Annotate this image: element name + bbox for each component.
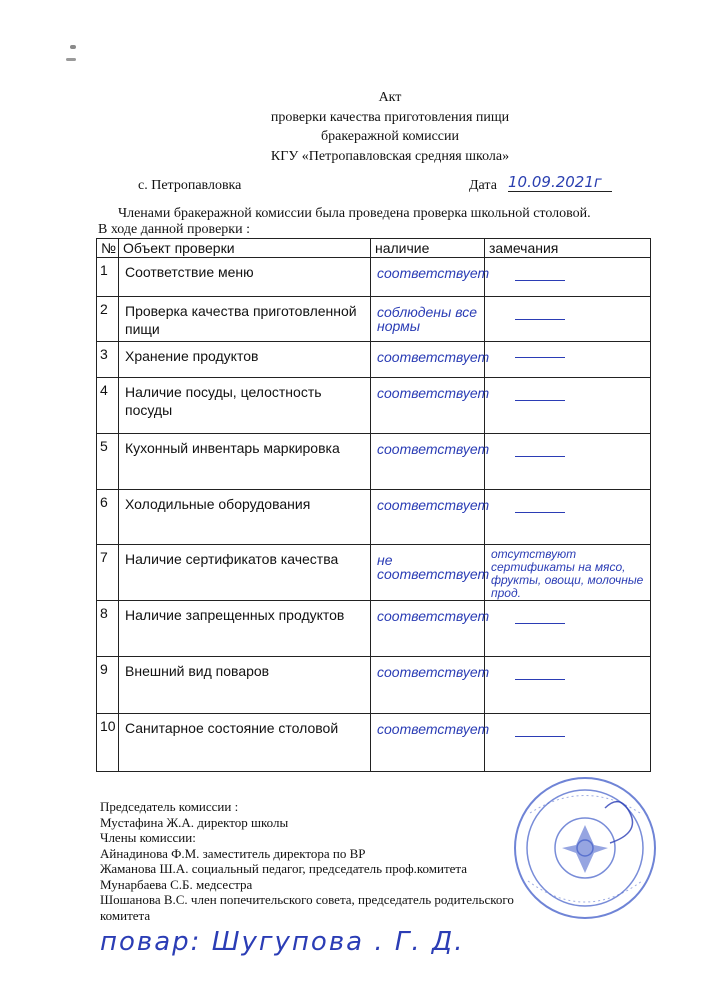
table-row — [97, 378, 651, 434]
date-label: Дата — [469, 178, 497, 193]
title-line: проверки качества приготовления пищи — [270, 109, 510, 125]
chair-label: Председатель комиссии : — [100, 799, 239, 814]
row-num: 6 — [97, 490, 119, 545]
intro-text: Членами бракеражной комиссии была проведена проверка школьной столовой. — [118, 206, 591, 221]
table-row — [97, 657, 651, 714]
intro-text-2: В ходе данной проверки : — [98, 222, 250, 237]
table-row — [97, 258, 651, 297]
row-num: 2 — [97, 297, 119, 342]
title-line: КГУ «Петропавловская средняя школа» — [270, 148, 510, 164]
dash-mark — [515, 512, 565, 513]
row-num: 7 — [97, 545, 119, 601]
row-object: Санитарное состояние столовой — [119, 714, 371, 772]
header-object: Объект проверки — [119, 239, 371, 258]
row-num: 1 — [97, 258, 119, 297]
row-object: Наличие сертификатов качества — [119, 545, 371, 601]
inspection-table — [96, 238, 651, 772]
table-header-row — [97, 239, 651, 258]
dash-mark — [515, 357, 565, 358]
row-object: Хранение продуктов — [119, 342, 371, 378]
row-remark — [485, 601, 651, 657]
row-presence: не соответствует — [371, 545, 485, 601]
row-remark: отсутствуют сертификаты на мясо, фрукты, овощи, молочные прод. — [485, 545, 651, 601]
table-row — [97, 490, 651, 545]
header-remarks: замечания — [485, 239, 651, 258]
cook-handwritten-note: повар: Шугупова . Г. Д. — [100, 927, 465, 957]
row-remark — [485, 657, 651, 714]
row-remark — [485, 490, 651, 545]
member-line: Шошанова В.С. член попечительского совета, председатель родительского — [100, 892, 514, 907]
row-num: 5 — [97, 434, 119, 490]
row-presence: соответствует — [371, 601, 485, 657]
row-object: Холодильные оборудования — [119, 490, 371, 545]
row-remark — [485, 378, 651, 434]
table-row — [97, 545, 651, 601]
table-row — [97, 342, 651, 378]
row-remark — [485, 297, 651, 342]
dash-mark — [515, 319, 565, 320]
row-object: Проверка качества приготовленной пищи — [119, 297, 371, 342]
signatures-block — [100, 799, 514, 923]
row-num: 10 — [97, 714, 119, 772]
row-num: 9 — [97, 657, 119, 714]
dash-mark — [515, 623, 565, 624]
dash-mark — [515, 280, 565, 281]
row-remark — [485, 258, 651, 297]
row-num: 8 — [97, 601, 119, 657]
document-title — [0, 88, 720, 166]
place: с. Петропавловка — [138, 178, 242, 193]
header-presence: наличие — [371, 239, 485, 258]
table-row — [97, 297, 651, 342]
row-presence: соответствует — [371, 258, 485, 297]
dash-mark — [515, 456, 565, 457]
header-num: № — [97, 239, 119, 258]
row-object: Соответствие меню — [119, 258, 371, 297]
row-object: Наличие запрещенных продуктов — [119, 601, 371, 657]
row-num: 3 — [97, 342, 119, 378]
member-line: Мунарбаева С.Б. медсестра — [100, 876, 253, 892]
chair-name: Мустафина Ж.А. директор школы — [100, 814, 289, 830]
member-line: комитета — [100, 907, 151, 923]
row-presence: соответствует — [371, 342, 485, 378]
row-presence: соответствует — [371, 657, 485, 714]
dash-mark — [515, 679, 565, 680]
member-line: Жаманова Ш.А. социальный педагог, председатель проф.комитета — [100, 861, 468, 876]
row-remark — [485, 714, 651, 772]
title-line: Акт — [378, 90, 402, 105]
row-object: Кухонный инвентарь маркировка — [119, 434, 371, 490]
scan-speck — [70, 45, 76, 49]
title-line: бракеражной комиссии — [321, 129, 459, 144]
row-remark — [485, 342, 651, 378]
row-object: Наличие посуды, целостность посуды — [119, 378, 371, 434]
row-num: 4 — [97, 378, 119, 434]
row-presence: соответствует — [371, 434, 485, 490]
official-stamp — [510, 773, 660, 923]
row-presence: соблюдены все нормы — [371, 297, 485, 342]
scan-speck — [66, 58, 76, 61]
date-value-handwritten: 10.09.2021г — [508, 173, 612, 192]
table-row — [97, 601, 651, 657]
row-remark — [485, 434, 651, 490]
table-row — [97, 434, 651, 490]
row-presence: соответствует — [371, 714, 485, 772]
row-object: Внешний вид поваров — [119, 657, 371, 714]
member-line: Айнадинова Ф.М. заместитель директора по ВР — [100, 845, 366, 861]
row-presence: соответствует — [371, 378, 485, 434]
row-presence: соответствует — [371, 490, 485, 545]
table-row — [97, 714, 651, 772]
members-label: Члены комиссии: — [100, 830, 196, 845]
dash-mark — [515, 736, 565, 737]
dash-mark — [515, 400, 565, 401]
